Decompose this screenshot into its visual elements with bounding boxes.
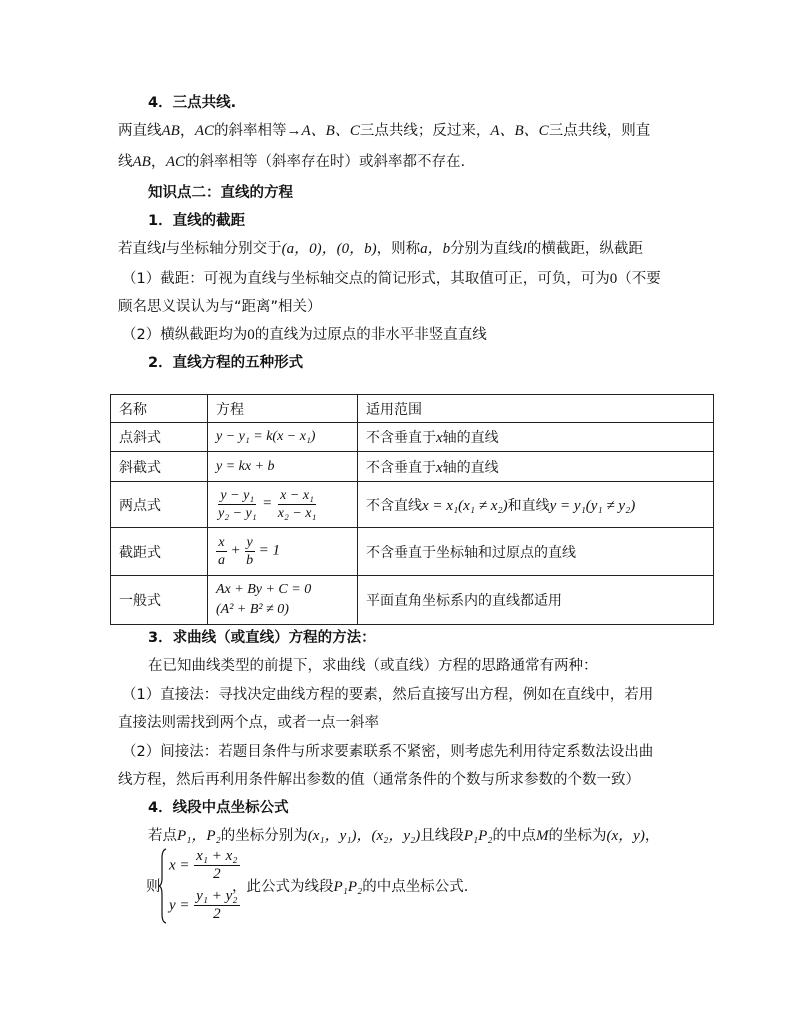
- fraction-right: $\frac{y}{b}$: [246, 535, 254, 568]
- method2-line1: （2）间接法：若题目条件与所求要素联系不紧密，则考虑先利用待定系数法设出曲: [122, 744, 654, 760]
- form-name: 一般式: [111, 576, 208, 625]
- midpoint-y-formula: y = $\frac{\text{y₁ + y₂}}{2}$: [169, 888, 238, 922]
- methods-intro: 在已知曲线类型的前提下，求曲线（或直线）方程的思路通常有两种：: [148, 658, 598, 674]
- form-equation: Ax + By + C = 0 (A² + B² ≠ 0): [208, 576, 358, 625]
- heading-intercept: 1．直线的截距: [148, 213, 246, 229]
- form-name: 点斜式: [111, 423, 208, 452]
- table-row: [111, 576, 714, 625]
- midpoint-formula-caption: ，此公式为线段P₁P₂的中点坐标公式.: [232, 879, 469, 895]
- table-row: [111, 423, 714, 452]
- header-name: 名称: [111, 395, 208, 423]
- knowledge-point-title: 知识点二：直线的方程: [148, 185, 293, 201]
- form-name: 两点式: [111, 482, 208, 528]
- x-fraction: $\frac{\text{x₁ + x₂}}{2}$: [196, 848, 238, 882]
- form-range: 不含直线x = x₁(x₁ ≠ x₂)和直线y = y₁(y₁ ≠ y₂): [358, 482, 714, 528]
- form-equation: $\frac{x}{a}$ + $\frac{y}{b}$ = 1: [208, 528, 358, 576]
- midpoint-x-formula: x = $\frac{\text{x₁ + x₂}}{2}$: [169, 848, 238, 882]
- intercept-note1-line1: （1）截距：可视为直线与坐标轴交点的简记形式，其取值可正，可负，可为0（不要: [122, 271, 661, 287]
- collinear-paragraph-line2: 线AB，AC的斜率相等（斜率存在时）或斜率都不存在.: [118, 154, 466, 170]
- intercept-note1-line2: 顾名思义误认为与“距离”相关）: [118, 299, 322, 315]
- table-row: [111, 452, 714, 482]
- method1-line2: 直接法则需找到两个点，或者一点一斜率: [118, 715, 379, 731]
- form-name: 截距式: [111, 528, 208, 576]
- form-range: 不含垂直于x轴的直线: [358, 423, 714, 452]
- line-forms-table: [110, 394, 714, 625]
- heading-five-forms: 2．直线方程的五种形式: [148, 355, 304, 371]
- fraction-right: $\frac{\text{x − x₁}}{\text{x₂ − x₁}}$: [277, 488, 317, 521]
- y-fraction: $\frac{\text{y₁ + y₂}}{2}$: [196, 888, 238, 922]
- table-row: [111, 528, 714, 576]
- intercept-definition: 若直线l与坐标轴分别交于(a，0)，(0，b)，则称a，b分别为直线l的横截距，纵截距: [118, 241, 643, 257]
- intercept-note2: （2）横纵截距均为0的直线为过原点的非水平非竖直直线: [122, 327, 487, 343]
- fraction-left: $\frac{\text{y − y₁}}{\text{y₂ − y₁}}$: [218, 488, 257, 521]
- form-equation: $\frac{\text{y − y₁}}{\text{y₂ − y₁}}$ = $\frac{\text{x − x₁}}{\text{x₂ − x₁}}$: [208, 482, 358, 528]
- form-range: 不含垂直于坐标轴和过原点的直线: [358, 528, 714, 576]
- table-row: [111, 482, 714, 528]
- heading-collinear: 4．三点共线.: [148, 95, 237, 111]
- header-equation: 方程: [208, 395, 358, 423]
- form-equation: y − y₁ = k(x − x₁): [208, 423, 358, 452]
- form-range: 不含垂直于x轴的直线: [358, 452, 714, 482]
- midpoint-then: 则: [146, 879, 161, 895]
- heading-midpoint: 4．线段中点坐标公式: [148, 800, 289, 816]
- left-brace: [159, 848, 167, 924]
- method2-line2: 线方程，然后再利用条件解出参数的值（通常条件的个数与所求参数的个数一致）: [118, 772, 640, 788]
- heading-methods: 3．求曲线（或直线）方程的方法：: [148, 630, 376, 646]
- form-name: 斜截式: [111, 452, 208, 482]
- form-equation: y = kx + b: [208, 452, 358, 482]
- header-range: 适用范围: [358, 395, 714, 423]
- table-header-row: [111, 395, 714, 423]
- collinear-paragraph-line1: 两直线AB，AC的斜率相等→A、B、C三点共线；反过来，A、B、C三点共线，则直: [118, 123, 651, 139]
- method1-line1: （1）直接法：寻找决定曲线方程的要素，然后直接写出方程，例如在直线中，若用: [122, 687, 654, 703]
- form-range: 平面直角坐标系内的直线都适用: [358, 576, 714, 625]
- midpoint-statement: 若点P₁，P₂的坐标分别为(x₁，y₁)，(x₂，y₂)且线段P₁P₂的中点M的坐标为(x，y)，: [148, 828, 660, 844]
- fraction-left: $\frac{x}{a}$: [218, 535, 225, 568]
